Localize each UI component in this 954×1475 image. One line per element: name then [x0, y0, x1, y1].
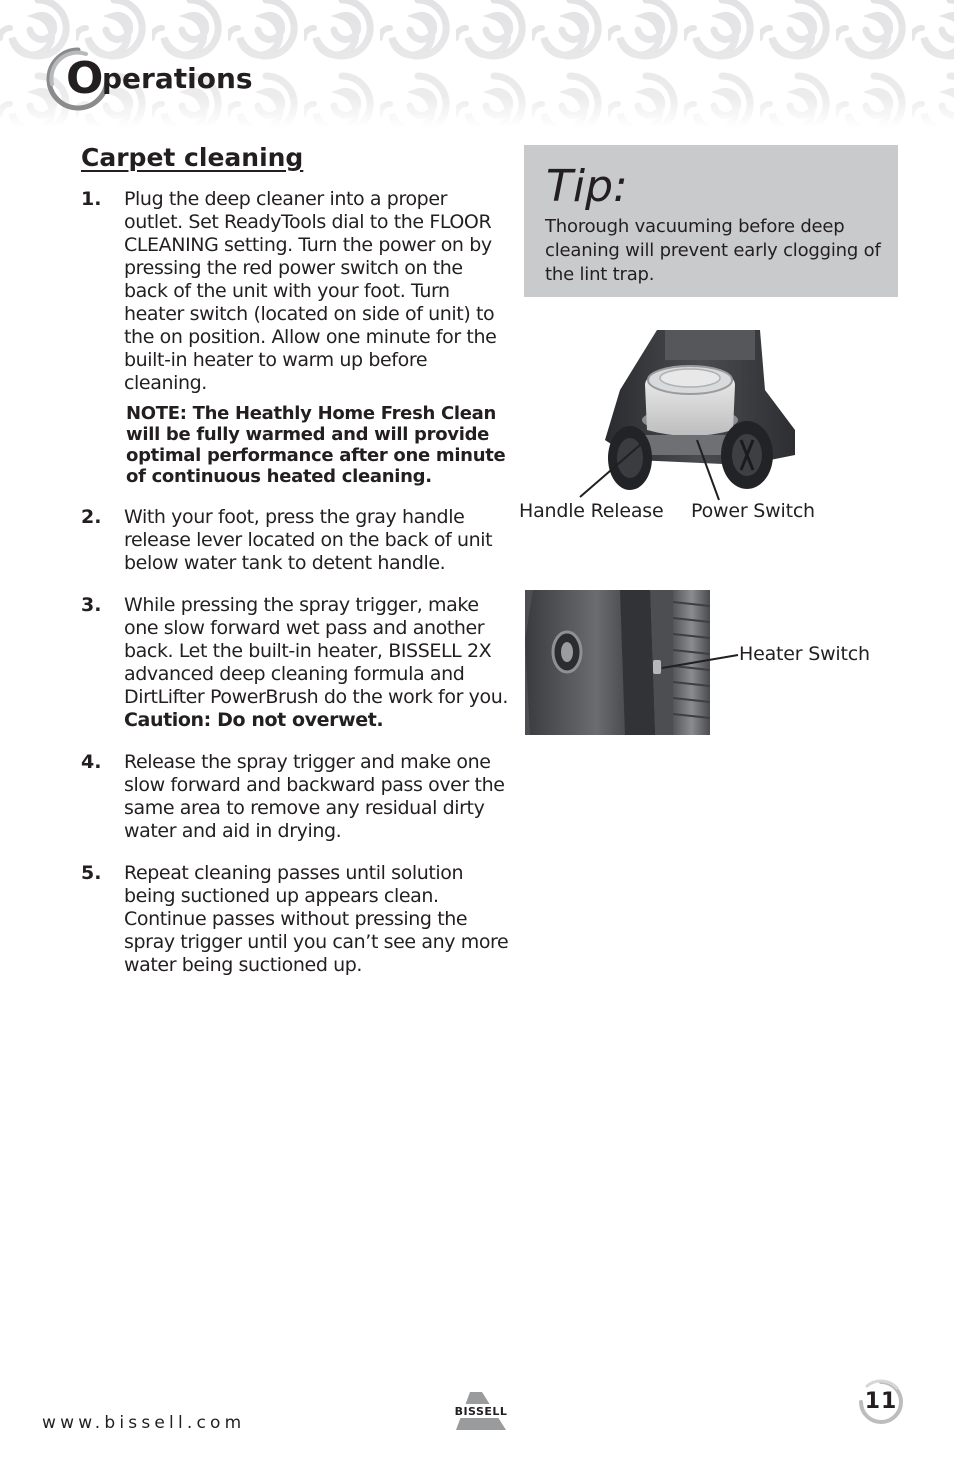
tip-text: Thorough vacuuming before deep cleaning will prevent early clogging of the lint trap.	[545, 216, 881, 285]
page-title-text: perations	[102, 62, 253, 95]
step-number: 5.	[81, 862, 102, 884]
footer-website: www.bissell.com	[42, 1413, 246, 1433]
instruction-step-4	[81, 751, 511, 843]
callout-heater-switch: Heater Switch	[739, 643, 870, 665]
cleaner-side-photo	[525, 590, 710, 735]
instruction-step-1	[81, 188, 511, 487]
tip-box	[524, 145, 898, 297]
callout-power-switch: Power Switch	[691, 500, 815, 522]
step-text: With your foot, press the gray handle release lever located on the back of unit below water tank to detent handle.	[124, 506, 493, 574]
page-number-badge	[857, 1378, 905, 1426]
step-note: NOTE: The Heathly Home Fresh Clean will be fully warmed and will provide optimal performance after one minute of continuous heated cleaning.	[126, 403, 506, 487]
step-caution: Caution: Do not overwet.	[124, 709, 384, 731]
step-number: 4.	[81, 751, 102, 773]
section-title: Carpet cleaning	[81, 143, 304, 172]
step-number: 1.	[81, 188, 102, 210]
instruction-list	[81, 188, 511, 996]
instruction-step-2	[81, 506, 511, 575]
step-number: 3.	[81, 594, 102, 616]
step-text: Repeat cleaning passes until solution being suctioned up appears clean. Continue passes without pressing the spray trigger until you can’t see any more water being suctioned up.	[124, 862, 509, 976]
tip-title: Tip:	[546, 161, 628, 212]
step-text	[124, 594, 511, 732]
page-number: 11	[864, 1389, 898, 1414]
instruction-step-3	[81, 594, 511, 732]
logo-text: BISSELL	[454, 1405, 508, 1418]
step-text: Plug the deep cleaner into a proper outlet. Set ReadyTools dial to the FLOOR CLEANING setting. Turn the power on by pressing the red power switch on the back of the unit with your foot. Turn heater switch (located on side of unit) to the on position. Allow one minute for the built-in heater to warm up before cleaning.	[124, 188, 497, 394]
page-title-initial: O	[66, 53, 104, 104]
step-text-body: While pressing the spray trigger, make one slow forward wet pass and another back. Let the built-in heater, BISSELL 2X advanced deep cleaning formula and DirtLifter PowerBrush do the work for you.	[124, 594, 508, 708]
bissell-logo	[448, 1388, 514, 1434]
callout-handle-release: Handle Release	[519, 500, 664, 522]
step-text: Release the spray trigger and make one slow forward and backward pass over the same area to remove any residual dirty water and aid in drying.	[124, 751, 505, 842]
instruction-step-5	[81, 862, 511, 977]
cleaner-rear-photo	[595, 330, 800, 495]
step-number: 2.	[81, 506, 102, 528]
